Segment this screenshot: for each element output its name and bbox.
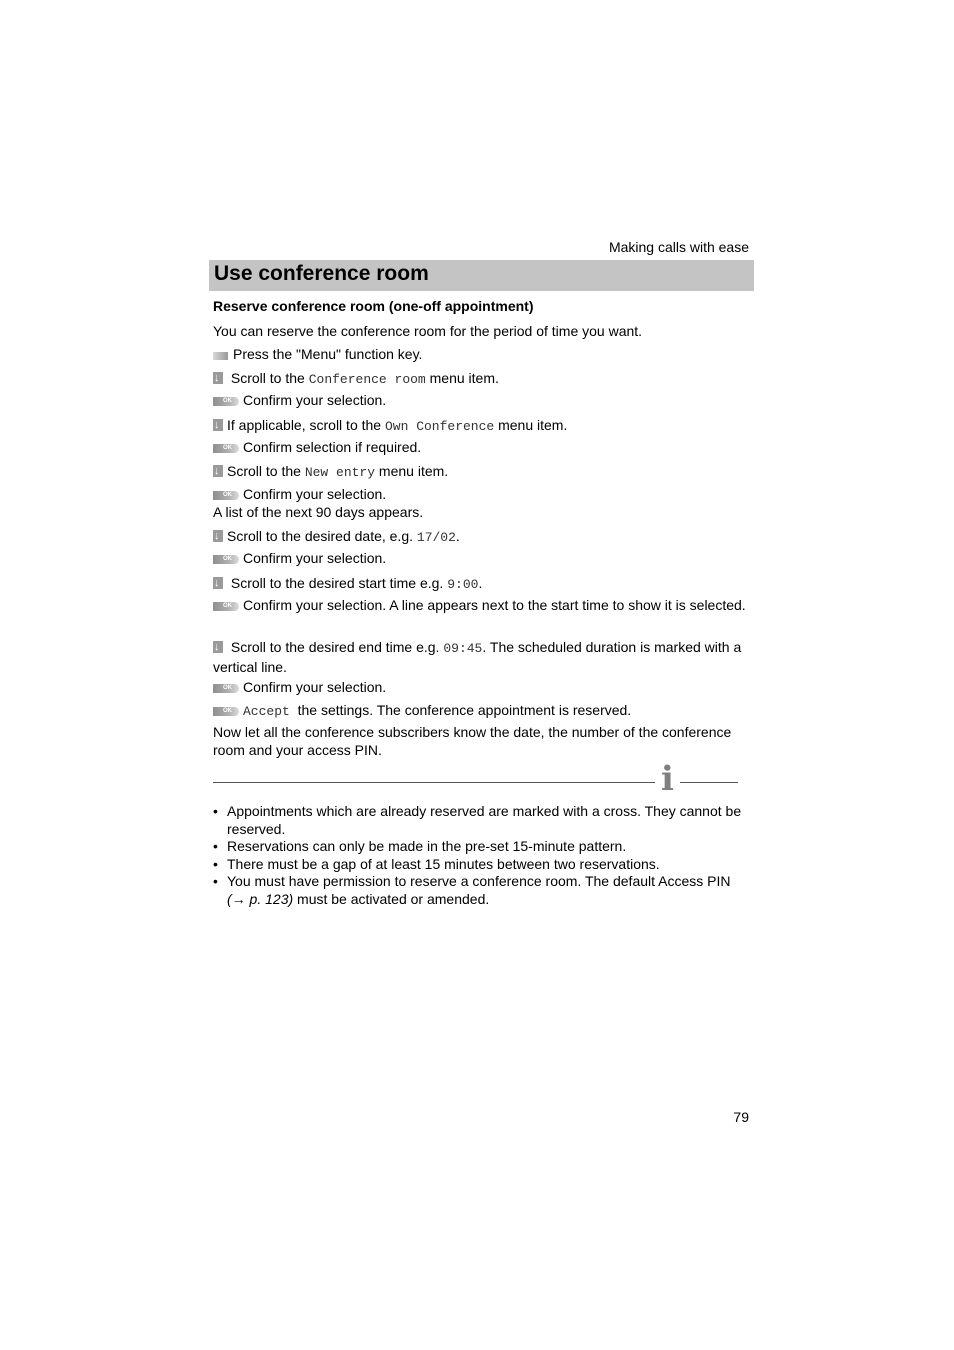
info-divider-left: [213, 782, 655, 783]
scroll-key-icon: [213, 641, 223, 653]
scroll-key-icon: [213, 577, 223, 589]
intro-paragraph: You can reserve the conference room for the period of time you want.: [213, 323, 643, 339]
page-title: Use conference room: [214, 262, 429, 285]
step-10: ↓ Scroll to the desired start time e.g. 9:00.: [213, 574, 753, 594]
step-9: OKConfirm your selection.: [213, 549, 753, 567]
scroll-key-icon: [213, 465, 223, 477]
step-11: OKConfirm your selection. A line appears next to the start time to show it is selected.: [213, 596, 753, 614]
menu-key-icon: [213, 352, 228, 360]
scroll-key-icon: [213, 419, 223, 431]
step-1: Press the "Menu" function key.: [213, 345, 753, 363]
step-7: OKConfirm your selection.: [213, 485, 753, 503]
running-header: Making calls with ease: [608, 239, 749, 255]
ok-key-icon: [213, 684, 239, 693]
list-item: • There must be a gap of at least 15 minutes between two reservations.: [213, 856, 753, 874]
title-bar: [209, 260, 754, 291]
ok-key-icon: [213, 491, 239, 500]
info-divider-right: [680, 782, 738, 783]
page-number: 79: [733, 1109, 749, 1125]
info-icon: i: [661, 759, 674, 799]
page-reference-link[interactable]: (→ p. 123): [227, 890, 294, 907]
list-note: A list of the next 90 days appears.: [213, 504, 424, 520]
list-item: • Reservations can only be made in the pre-set 15-minute pattern.: [213, 838, 753, 856]
ok-key-icon: [213, 444, 239, 453]
scroll-key-icon: [213, 372, 223, 384]
step-8: ↓Scroll to the desired date, e.g. 17/02.: [213, 527, 753, 547]
step-6: ↓Scroll to the New entry menu item.: [213, 462, 753, 482]
list-item: • You must have permission to reserve a conference room. The default Access PIN (→ p. 123) must be activated or amended.: [213, 873, 753, 908]
ok-key-icon: [213, 555, 239, 564]
scroll-key-icon: [213, 530, 223, 542]
list-item: • Appointments which are already reserved are marked with a cross. They cannot be reserved.: [213, 803, 753, 838]
step-4: ↓If applicable, scroll to the Own Conference menu item.: [213, 416, 753, 436]
ok-key-icon: [213, 397, 239, 406]
step-3: OKConfirm your selection.: [213, 391, 753, 409]
step-5: OKConfirm selection if required.: [213, 438, 753, 456]
step-13: OKConfirm your selection.: [213, 678, 753, 696]
ok-key-icon: [213, 707, 239, 716]
section-subheading: Reserve conference room (one-off appointment): [213, 298, 534, 314]
step-12: ↓ Scroll to the desired end time e.g. 09:45. The scheduled duration is marked with a vertical line.: [213, 638, 753, 676]
step-14: OKAccept the settings. The conference appointment is reserved.: [213, 701, 753, 721]
closing-paragraph: Now let all the conference subscribers know the date, the number of the conference room and your access PIN.: [213, 724, 732, 758]
ok-key-icon: [213, 602, 239, 611]
info-bullet-list: [213, 803, 753, 908]
step-2: ↓ Scroll to the Conference room menu item.: [213, 369, 753, 389]
